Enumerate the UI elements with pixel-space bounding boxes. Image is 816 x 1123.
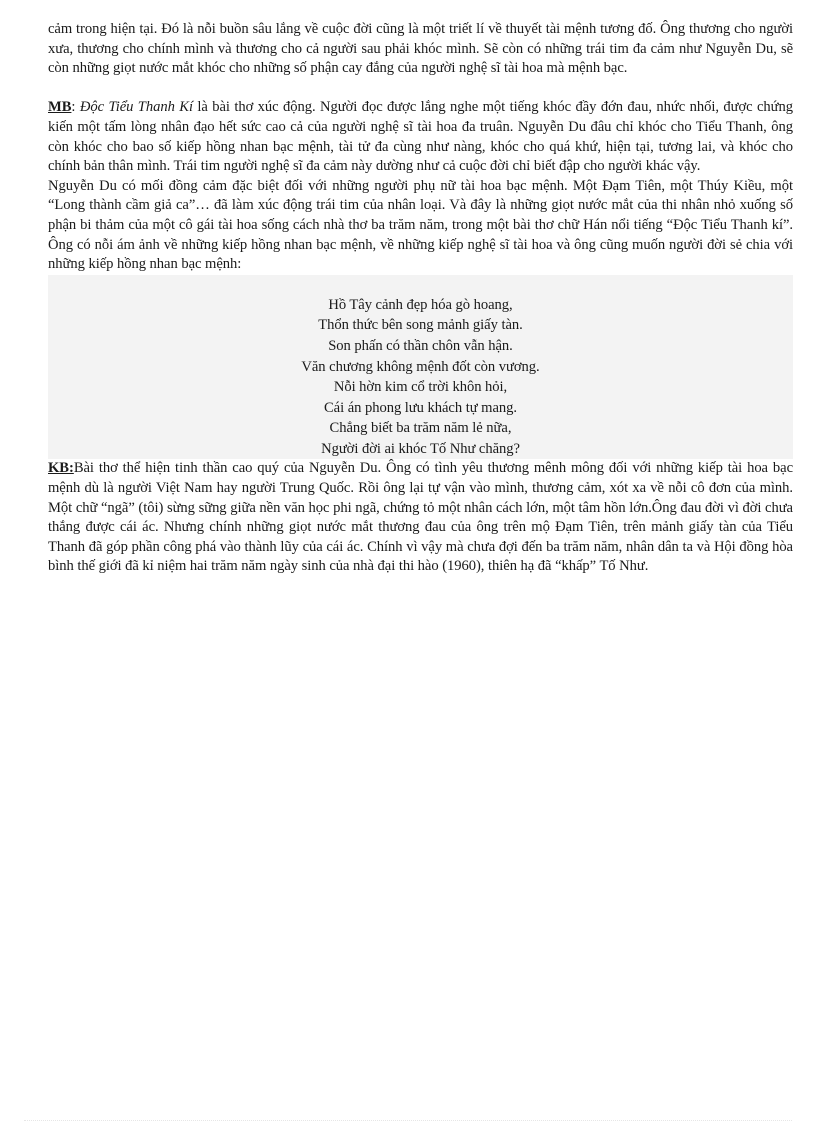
kb-text: Bài thơ thể hiện tinh thần cao quý của Nguyễn Du. Ông có tình yêu thương mênh mông đối với những kiếp tài hoa bạc mệnh dù là người Việt Nam hay người Trung Quốc. Rồi ông lại tự vận vào mình, thương cảm, xót xa về nỗi cô đơn của mình. Một chữ “ngã” (tôi) sừng sững giữa nền văn học phi ngã, chứng tỏ một nhân cách lớn, một tâm hồn lớn.Ông đau đời vì đời chưa thắng được cái ác. Nhưng chính những giọt nước mắt thương đau của ông trên mộ Đạm Tiên, trên mảnh giấy tàn của Tiểu Thanh đã góp phần công phá vào thành lũy của cái ác. Chính vì vậy mà chưa đợi đến ba trăm năm, nhân dân ta và Hội đồng hòa bình thế giới đã kỉ niệm hai trăm năm ngày sinh của nhà đại thi hào (1960), thiên hạ đã “khấp” Tố Như. bbox=[48, 460, 793, 575]
mb-text: là bài thơ xúc động. Người đọc được lắng nghe một tiếng khóc đầy đớn đau, nhức nhối, được chứng kiến một tấm lòng nhân đạo hết sức cao cả của người nghệ sĩ tài hoa đa truân. Nguyễn Du đâu chỉ khóc cho Tiểu Thanh, ông còn khóc cho bao số kiếp hồng nhan bạc mệnh, tài tử đa cùng như nàng, khóc cho quá khứ, hiện tại, tương lai, và khóc cho chính bản thân mình. Trái tim người nghệ sĩ đa cảm này dường như cả cuộc đời chỉ biết đập cho người khác vậy. bbox=[48, 99, 793, 175]
poem-line: Người đời ai khóc Tố Như chăng? bbox=[321, 440, 520, 457]
poem-line: Hồ Tây cảnh đẹp hóa gò hoang, bbox=[328, 296, 513, 313]
poem-line: Thổn thức bên song mảnh giấy tàn. bbox=[318, 317, 523, 334]
intro-paragraph: cảm trong hiện tại. Đó là nỗi buồn sâu lắng về cuộc đời cũng là một triết lí về thuyết tài mệnh tương đố. Ông thương cho người xưa, thương cho chính mình và thương cho cả người sau phải khóc mình. Sẽ còn có những trái tim đa cảm như Nguyễn Du, sẽ còn những giọt nước mắt khóc cho những số phận cay đắng của người nghệ sĩ tài hoa mà mệnh bạc. bbox=[48, 21, 793, 77]
mb-colon: : bbox=[71, 99, 80, 116]
paragraph-gap bbox=[48, 79, 793, 99]
poem-line: Son phấn có thần chôn vẫn hận. bbox=[328, 337, 513, 354]
document-page bbox=[48, 20, 793, 577]
kb-colon: : bbox=[69, 460, 74, 477]
poem-line: Chẳng biết ba trăm năm lẻ nữa, bbox=[329, 420, 512, 437]
poem-line: Văn chương không mệnh đốt còn vương. bbox=[301, 358, 540, 375]
poem-block bbox=[48, 275, 793, 460]
poem-line: Nỗi hờn kim cổ trời khôn hỏi, bbox=[333, 379, 508, 396]
kb-paragraph bbox=[48, 459, 793, 577]
mb-paragraph bbox=[48, 98, 793, 176]
mb-label: MB bbox=[48, 99, 72, 116]
mb-poem-title: Độc Tiểu Thanh Kí bbox=[79, 99, 193, 116]
body-paragraph: Nguyễn Du có mối đồng cảm đặc biệt đối với những người phụ nữ tài hoa bạc mệnh. Một Đạm Tiên, một Thúy Kiều, một “Long thành cầm giả ca”… đã làm xúc động trái tim của nhân loại. Và đây là những giọt nước mắt của thi nhân nhỏ xuống số phận bi thảm của một cô gái tài hoa sống cách nhà thơ ba trăm năm, trong một bài thơ chữ Hán nổi tiếng “Độc Tiểu Thanh kí”. Ông có nỗi ám ảnh về những kiếp hồng nhan bạc mệnh, về những kiếp nghệ sĩ tài hoa và ông cũng muốn người đời sẻ chia với những kiếp hồng nhan bạc mệnh: bbox=[48, 177, 793, 273]
kb-label: KB bbox=[48, 460, 69, 477]
poem-line: Cái án phong lưu khách tự mang. bbox=[323, 399, 517, 416]
page-bottom-border bbox=[24, 1120, 792, 1121]
